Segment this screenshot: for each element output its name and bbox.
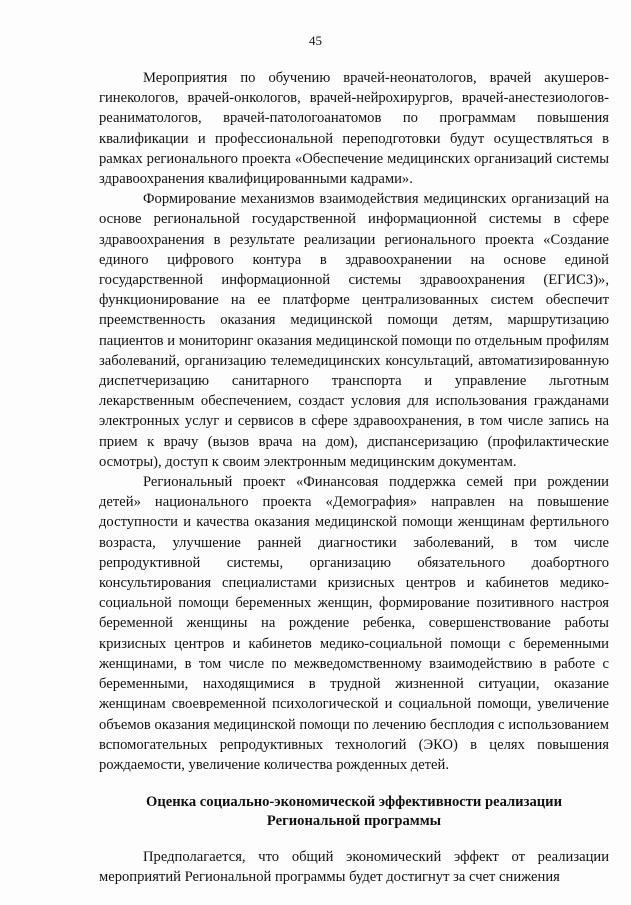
section-heading xyxy=(99,793,609,831)
paragraph-economic-effect: Предполагается, что общий экономический эффект от реализации мероприятий Региональной программы будет достигнут за счет снижения xyxy=(99,849,609,886)
page-body xyxy=(99,68,609,888)
section-heading-line2: Региональной программы xyxy=(266,813,442,830)
page-number: 45 xyxy=(309,33,322,48)
section-heading-line1: Оценка социально-экономической эффективности реализации xyxy=(146,794,562,811)
paragraph-staff-training: Мероприятия по обучению врачей-неонатологов, врачей акушеров-гинекологов, врачей-онкологов, врачей-нейрохирургов, врачей-анестезиологов-реаниматологов, врачей-патологоанатомов по программам повышения квалификации и профессиональной переподготовки будут осуществляться в рамках регионального проекта «Обеспечение медицинских организаций системы здравоохранения квалифицированными кадрами». xyxy=(99,70,609,188)
paragraph-digital-contour: Формирование механизмов взаимодействия медицинских организаций на основе региональной государственной информационной системы в сфере здравоохранения в результате реализации регионального проекта «Создание единого цифрового контура в здравоохранении на основе единой государственной информационной системы здравоохранения (ЕГИСЗ)», функционирование на ее платформе централизованных систем обеспечит преемственность оказания медицинской помощи детям, маршрутизацию пациентов и мониторинг оказания медицинской помощи по отдельным профилям заболеваний, организацию телемедицинских консультаций, автоматизированную диспетчеризацию санитарного транспорта и управление льготным лекарственным обеспечением, создаст условия для использования гражданами электронных услуг и сервисов в сфере здравоохранения, в том числе запись на прием к врачу (вызов врача на дом), диспансеризацию (профилактические осмотры), доступ к своим электронным медицинским документам. xyxy=(99,191,609,470)
paragraph-family-support: Региональный проект «Финансовая поддержка семей при рождении детей» национального проекта «Демография» направлен на повышение доступности и качества оказания медицинской помощи женщинам фертильного возраста, улучшение ранней диагностики заболеваний, в том числе репродуктивной системы, организацию обязательного доабортного консультирования специалистами кризисных центров и кабинетов медико-социальной помощи беременных женщин, формирование позитивного настроя беременной женщины на рождение ребенка, совершенствование работы кризисных центров и кабинетов медико-социальной помощи с беременными женщинами, в том числе по межведомственному взаимодействию в работе с беременными, находящимися в трудной жизненной ситуации, оказание женщинам своевременной психологической и социальной помощи, увеличение объемов оказания медицинской помощи по лечению бесплодия с использованием вспомогательных репродуктивных технологий (ЭКО) в целях повышения рождаемости, увеличение количества рожденных детей. xyxy=(99,474,609,773)
